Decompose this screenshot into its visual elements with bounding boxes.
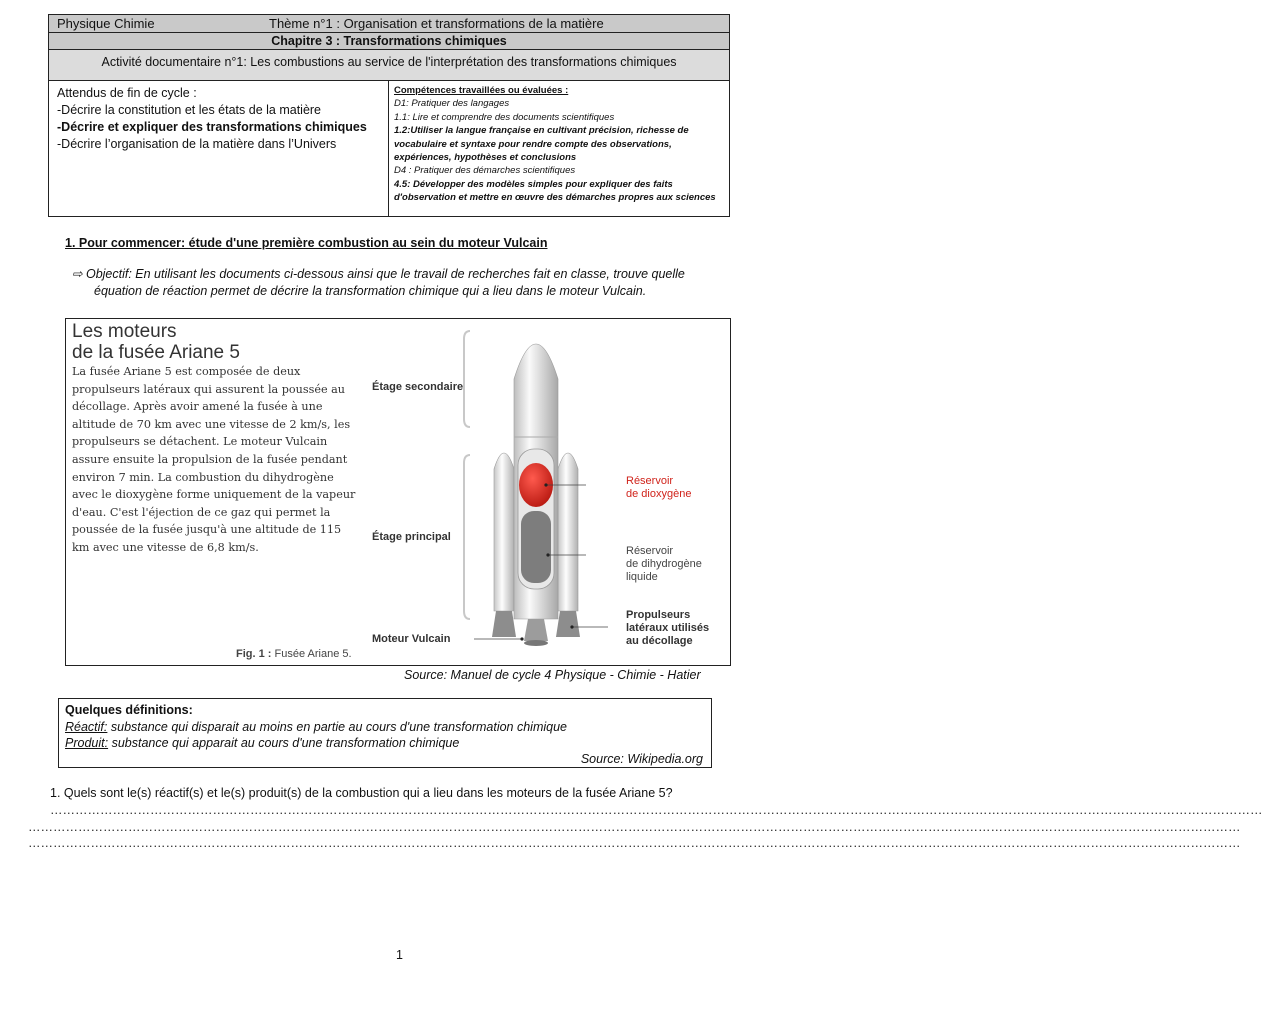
section-title: 1. Pour commencer: étude d'une première combustion au sein du moteur Vulcain — [65, 236, 548, 250]
activity-title: Activité documentaire n°1: Les combustions au service de l'interprétation des transformations chimiques — [49, 50, 729, 81]
competences-title: Compétences travaillées ou évaluées : — [394, 85, 569, 96]
label-etage-secondaire: Étage secondaire — [372, 381, 464, 393]
label-etage-principal: Étage principal — [372, 531, 451, 543]
figure-title-line-2: de la fusée Ariane 5 — [72, 342, 240, 363]
competence-item: D1: Pratiquer des langages — [394, 98, 510, 110]
figure-title — [72, 321, 240, 363]
question-1: 1. Quels sont le(s) réactif(s) et le(s) produit(s) de la combustion qui a lieu dans les moteurs de la fusée Ariane 5? — [50, 786, 673, 800]
subject-label: Physique Chimie — [57, 16, 155, 31]
definition-produit: Produit: substance qui apparait au cours d'une transformation chimique — [65, 736, 460, 750]
figure-source: Source: Manuel de cycle 4 Physique - Chimie - Hatier — [404, 668, 701, 682]
ariane5-rocket-illustration — [456, 319, 616, 665]
objective-paragraph — [72, 266, 712, 300]
label-moteur-vulcain: Moteur Vulcain — [372, 633, 451, 645]
chapter-title: Chapitre 3 : Transformations chimiques — [49, 33, 729, 50]
attendus-item: -Décrire et expliquer des transformations chimiques — [57, 120, 367, 134]
objective-line-2: équation de réaction permet de décrire la transformation chimique qui a lieu dans le moteur Vulcain. — [94, 284, 647, 298]
figure-text: La fusée Ariane 5 est composée de deux propulseurs latéraux qui assurent la poussée au décollage. Après avoir amené la fusée à une altitude de 70 km avec une vitesse de 2 km/s, les propulseurs se détachent. Le moteur Vulcain assure ensuite la propulsion de la fusée pendant environ 7 min. La combustion du dihydrogène avec le dioxygène forme uniquement de la vapeur d'eau. C'est l'éjection de ce gaz qui permet la poussée de la fusée jusqu'à une altitude de 115 km avec une vitesse de 6,8 km/s. — [72, 365, 356, 554]
header-subject-row — [49, 15, 729, 33]
answer-line: ………………………………………………………………………………………………………………………………………………………………………………………………………………………………………………………………… — [28, 836, 1241, 850]
figure-caption — [236, 648, 352, 660]
label-reservoir-dihydrogene: Réservoir de dihydrogène liquide — [626, 545, 702, 583]
attendus-item: -Décrire la constitution et les états de la matière — [57, 103, 322, 117]
definition-reactif: Réactif: substance qui disparait au moins en partie au cours d'une transformation chimique — [65, 719, 567, 734]
label-propulseurs-lateraux: Propulseurs latéraux utilisés au décollage — [626, 609, 710, 647]
goals-row — [49, 81, 729, 216]
attendus-title: Attendus de fin de cycle : — [57, 86, 197, 100]
answer-line: ………………………………………………………………………………………………………………………………………………………………………………………………………………………………………………………………… — [50, 803, 1263, 817]
definitions-box — [58, 698, 712, 768]
figure-caption-text: Fusée Ariane 5. — [274, 648, 352, 660]
page-number: 1 — [396, 948, 403, 962]
header-table — [48, 14, 730, 217]
attendus-item: -Décrire l’organisation de la matière dans l’Univers — [57, 137, 337, 151]
ariane5-figure — [65, 318, 731, 666]
definitions-title: Quelques définitions: — [65, 703, 193, 717]
answer-line: ………………………………………………………………………………………………………………………………………………………………………………………………………………………………………………………………… — [28, 820, 1241, 834]
competences-cell — [389, 81, 729, 216]
label-reservoir-dioxygene: Réservoir de dioxygène — [626, 475, 692, 500]
definitions-source: Source: Wikipedia.org — [580, 752, 703, 766]
competence-item: 1.1: Lire et comprendre des documents scientifiques — [394, 111, 615, 123]
figure-title-line-1: Les moteurs — [72, 321, 177, 342]
arrow-icon: ⇨ — [72, 267, 83, 281]
figure-caption-number: Fig. 1 : — [236, 648, 272, 660]
theme-label: Thème n°1 : Organisation et transformations de la matière — [269, 16, 604, 31]
competence-item: D4 : Pratiquer des démarches scientifiques — [394, 165, 576, 177]
objective-line-1: Objectif: En utilisant les documents ci-dessous ainsi que le travail de recherches fait en classe, trouve quelle — [85, 267, 685, 281]
attendus-cell — [49, 81, 389, 216]
competence-item: 4.5: Développer des modèles simples pour expliquer des faits d'observation et mettre en œuvre des démarches propres aux sciences — [394, 178, 716, 204]
competence-item: 1.2:Utiliser la langue française en cultivant précision, richesse de vocabulaire et syntaxe pour rendre compte des observations, expériences, hypothèses et conclusions — [394, 125, 689, 164]
